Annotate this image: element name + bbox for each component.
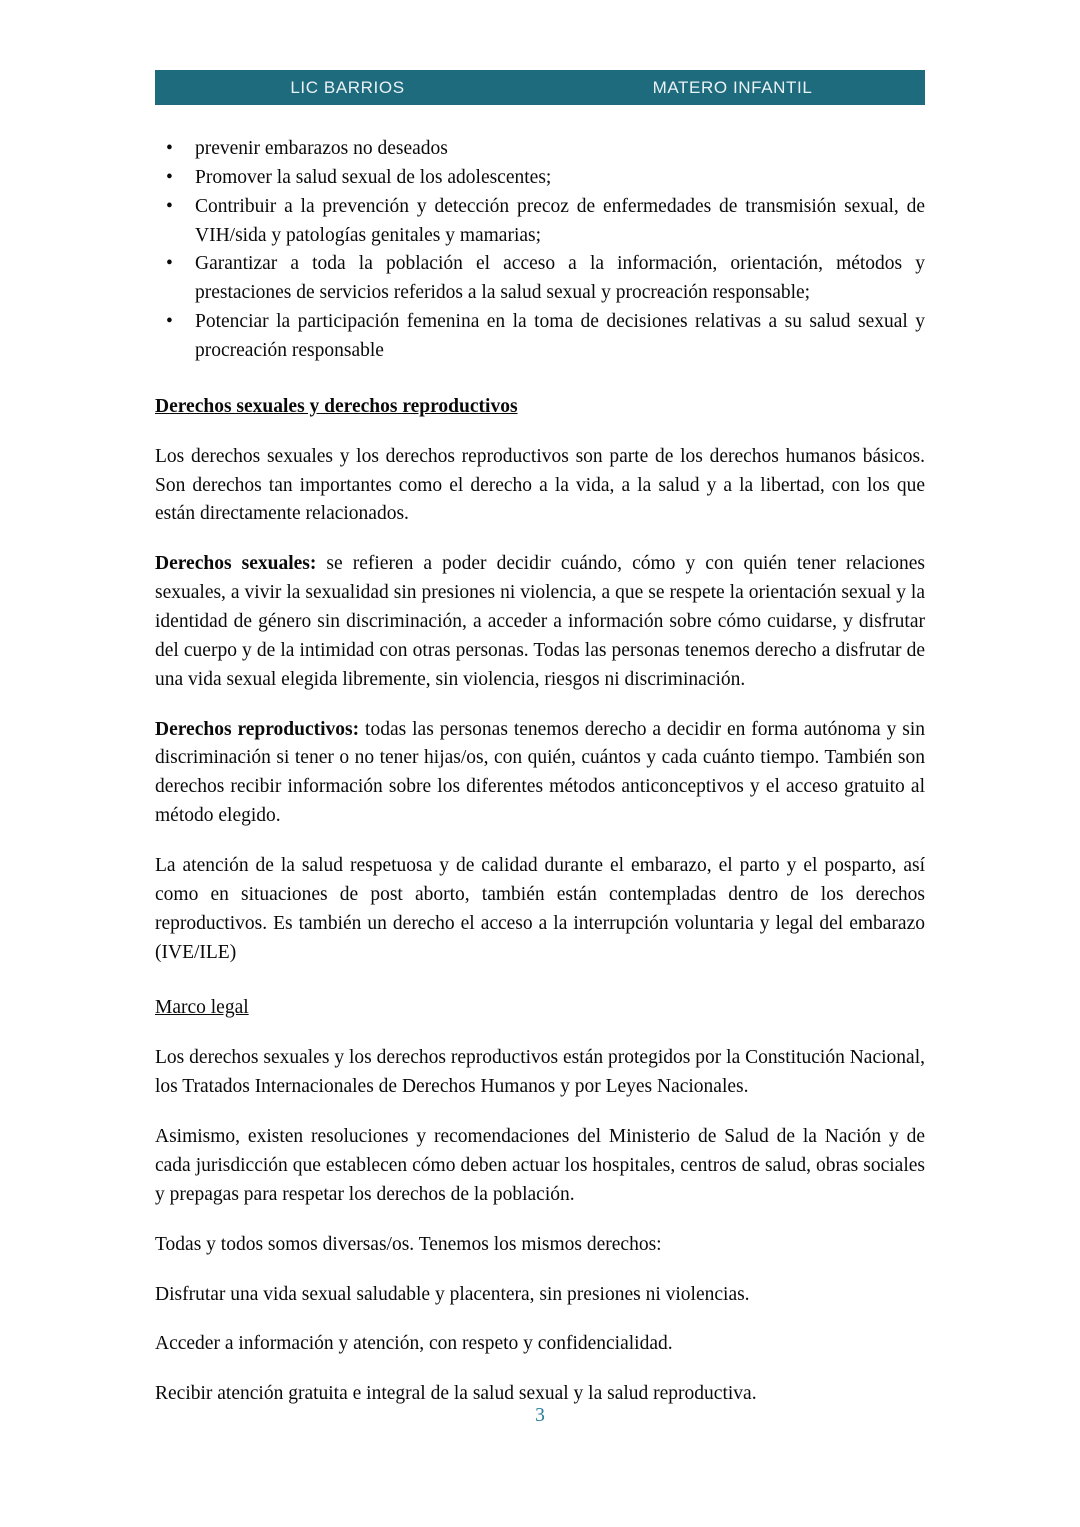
paragraph-marco-legal-2: Asimismo, existen resoluciones y recomendaciones del Ministerio de Salud de la Nación y de cada jurisdicción que establecen cómo deben actuar los hospitales, centros de salud, obras sociales y prepagas para respetar los derechos de la población. — [155, 1126, 925, 1205]
paragraph-acceder: Acceder a información y atención, con respeto y confidencialidad. — [155, 1333, 673, 1355]
section-heading-derechos: Derechos sexuales y derechos reproductivos — [155, 395, 518, 417]
paragraph-text-reproductivos: todas las personas tenemos derecho a decidir en forma autónoma y sin discriminación si tener o no tener hijas/os, con quién, cuántos y cada cuánto tiempo. También son derechos recibir información sobre los diferentes métodos anticonceptivos y el acceso gratuito al método elegido. — [155, 718, 925, 827]
header-left-title: LIC BARRIOS — [290, 77, 405, 97]
paragraph-recibir: Recibir atención gratuita e integral de la salud sexual y la salud reproductiva. — [155, 1383, 757, 1405]
paragraph-disfrutar: Disfrutar una vida sexual saludable y placentera, sin presiones ni violencias. — [155, 1283, 750, 1305]
header-right-title: MATERO INFANTIL — [652, 77, 813, 97]
bullet-item: • Potenciar la participación femenina en la toma de decisiones relativas a su salud sexual y procreación responsable — [155, 308, 925, 366]
paragraph-diversos: Todas y todos somos diversas/os. Tenemos los mismos derechos: — [155, 1233, 662, 1255]
bullet-item: • Garantizar a toda la población el acceso a la información, orientación, métodos y prestaciones de servicios referidos a la salud sexual y procreación responsable; — [155, 250, 925, 308]
paragraph-atencion-salud: La atención de la salud respetuosa y de calidad durante el embarazo, el parto y el posparto, así como en situaciones de post aborto, también están contempladas dentro de los derechos reproductivos. Es también un derecho el acceso a la interrupción voluntaria y legal del embarazo (IVE/ILE) — [155, 855, 925, 963]
bullet-item: • prevenir embarazos no deseados — [155, 135, 925, 164]
paragraph-marco-legal-1: Los derechos sexuales y los derechos reproductivos están protegidos por la Constitución Nacional, los Tratados Internacionales de Derechos Humanos y por Leyes Nacionales. — [155, 1047, 925, 1098]
page-number: 3 — [535, 1405, 545, 1426]
paragraph-intro: Los derechos sexuales y los derechos reproductivos son parte de los derechos humanos básicos. Son derechos tan importantes como el derecho a la vida, a la salud y a la libertad, con los que están directamente relacionados. — [155, 445, 925, 525]
bullet-item: • Promover la salud sexual de los adolescentes; — [155, 164, 925, 193]
paragraph-lead-reproductivos: Derechos reproductivos: — [155, 718, 360, 740]
paragraph-derechos-reproductivos — [155, 716, 925, 831]
paragraph-text-sexuales: se refieren a poder decidir cuándo, cómo y con quién tener relaciones sexuales, a vivir la sexualidad sin presiones ni violencia, a que se respete la orientación sexual y la identidad de género sin discriminación, a acceder a información sobre cómo cuidarse, y disfrutar del cuerpo y de la intimidad con otras personas. Todas las personas tenemos derecho a disfrutar de una vida sexual elegida libremente, sin violencia, riesgos ni discriminación. — [155, 553, 926, 690]
paragraph-lead-sexuales: Derechos sexuales: — [155, 553, 317, 575]
paragraph-derechos-sexuales — [155, 550, 925, 694]
bullet-item: • Contribuir a la prevención y detección precoz de enfermedades de transmisión sexual, de VIH/sida y patologías genitales y mamarias; — [155, 193, 925, 251]
bullet-list — [155, 135, 925, 366]
page-header — [155, 70, 925, 105]
section-heading-marco-legal: Marco legal — [155, 997, 249, 1019]
